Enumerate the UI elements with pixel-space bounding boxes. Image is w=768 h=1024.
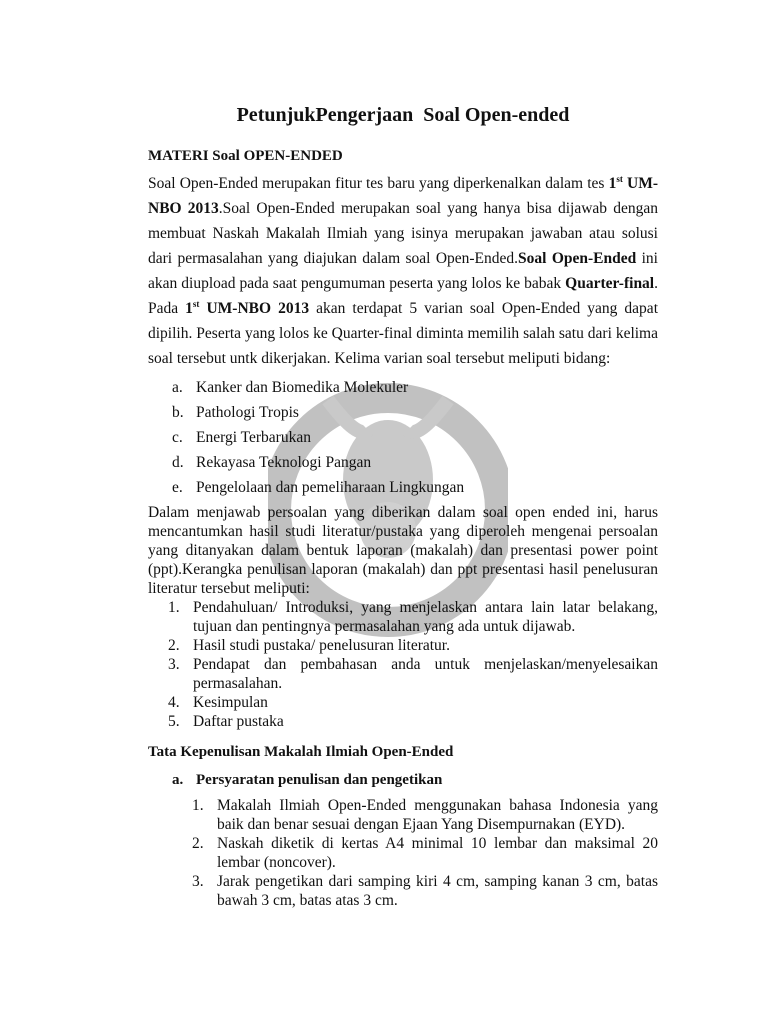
list-text: Pengelolaan dan pemeliharaan Lingkungan [196, 479, 465, 496]
list-item [168, 636, 658, 655]
outline-list [168, 598, 658, 731]
list-item [172, 425, 658, 450]
list-text: Energi Terbarukan [196, 429, 311, 446]
list-marker: 3. [192, 873, 204, 890]
intro-text-run: st [616, 173, 623, 184]
intro-text-run: ini akan diupload pada saat pengumuman peserta yang lolos ke babak [148, 250, 658, 292]
list-marker: 2. [168, 637, 180, 654]
list-marker: c. [172, 429, 183, 446]
list-text: Pendahuluan/ Introduksi, yang menjelaskan antara lain latar belakang, tujuan dan pentingnya permasalahan yang ada untuk dijawab. [193, 599, 658, 635]
document-body [148, 0, 658, 910]
list-marker: 1. [192, 797, 204, 814]
intro-text-run: 1 [185, 300, 193, 317]
list-text: Naskah diketik di kertas A4 minimal 10 lembar dan maksimal 20 lembar (noncover). [217, 835, 658, 871]
list-item [168, 655, 658, 693]
list-marker: e. [172, 479, 183, 496]
list-text: Daftar pustaka [193, 713, 284, 730]
list-item [192, 796, 658, 834]
intro-text-run: akan terdapat 5 varian soal Open-Ended yang dapat dipilih. Peserta yang lolos ke Quarter-final diminta memilih salah satu dari kelima soal tersebut untk dikerjakan. Kelima varian soal tersebut meliputi bidang: [148, 300, 658, 367]
page-title: PetunjukPengerjaan Soal Open-ended [236, 104, 570, 126]
list-item [168, 712, 658, 731]
list-text: Pathologi Tropis [196, 404, 299, 421]
list-item [172, 400, 658, 425]
intro-text-run: Soal Open-Ended [518, 250, 637, 267]
field-list [172, 375, 658, 500]
list-marker: b. [172, 404, 184, 421]
list-item [172, 475, 658, 500]
list-text: Hasil studi pustaka/ penelusuran literatur. [193, 637, 450, 654]
intro-paragraph [148, 171, 658, 371]
list-item [172, 375, 658, 400]
intro-text-run: Soal Open-Ended merupakan fitur tes baru yang diperkenalkan dalam tes [148, 175, 609, 192]
list-item [168, 598, 658, 636]
intro-text-run: . Pada [148, 275, 658, 317]
framework-paragraph: Dalam menjawab persoalan yang diberikan dalam soal open ended ini, harus mencantumkan hasil studi literatur/pustaka yang diperoleh mengenai persoalan yang ditanyakan dalam bentuk laporan (makalah) dan presentasi power point (ppt).Kerangka penulisan laporan (makalah) dan ppt presentasi hasil penelusuran literatur tersebut meliputi: [148, 504, 658, 597]
list-item [172, 450, 658, 475]
intro-text-run: .Soal Open-Ended merupakan soal yang hanya bisa dijawab dengan membuat Naskah Makalah Ilmiah yang isinya merupakan jawaban atau solusi dari permasalahan yang diajukan dalam soal Open-Ended. [148, 200, 658, 267]
section-heading-materi: MATERI Soal OPEN-ENDED [148, 148, 343, 164]
list-marker: d. [172, 454, 184, 471]
list-text: Kesimpulan [193, 694, 268, 711]
intro-text-run: st [192, 298, 200, 309]
list-text: Rekayasa Teknologi Pangan [196, 454, 372, 471]
list-marker: a. [172, 379, 183, 396]
intro-text-run: 1 [608, 175, 617, 192]
intro-text-run: UM-NBO 2013 [199, 300, 310, 317]
intro-text-run: Quarter-final [565, 275, 655, 292]
list-item [168, 693, 658, 712]
subsection-title: Persyaratan penulisan dan pengetikan [196, 772, 443, 788]
list-text: Makalah Ilmiah Open-Ended menggunakan bahasa Indonesia yang baik dan benar sesuai dengan Ejaan Yang Disempurnakan (EYD). [217, 797, 658, 833]
list-text: Pendapat dan pembahasan anda untuk menjelaskan/menyelesaikan permasalahan. [193, 656, 658, 692]
subsection-heading [172, 771, 658, 789]
list-text: Jarak pengetikan dari samping kiri 4 cm, samping kanan 3 cm, batas bawah 3 cm, batas atas 3 cm. [217, 873, 658, 909]
list-marker: 5. [168, 713, 180, 730]
list-item [192, 872, 658, 910]
list-item [192, 834, 658, 872]
list-marker: 1. [168, 599, 180, 616]
list-marker: 2. [192, 835, 204, 852]
intro-text-run: UM-NBO 2013 [148, 175, 658, 217]
section-heading-tata: Tata Kepenulisan Makalah Ilmiah Open-Ended [148, 744, 454, 760]
requirements-list [192, 796, 658, 910]
list-marker: 4. [168, 694, 180, 711]
subsection-marker: a. [172, 772, 184, 788]
list-text: Kanker dan Biomedika Molekuler [196, 379, 409, 396]
list-marker: 3. [168, 656, 180, 673]
